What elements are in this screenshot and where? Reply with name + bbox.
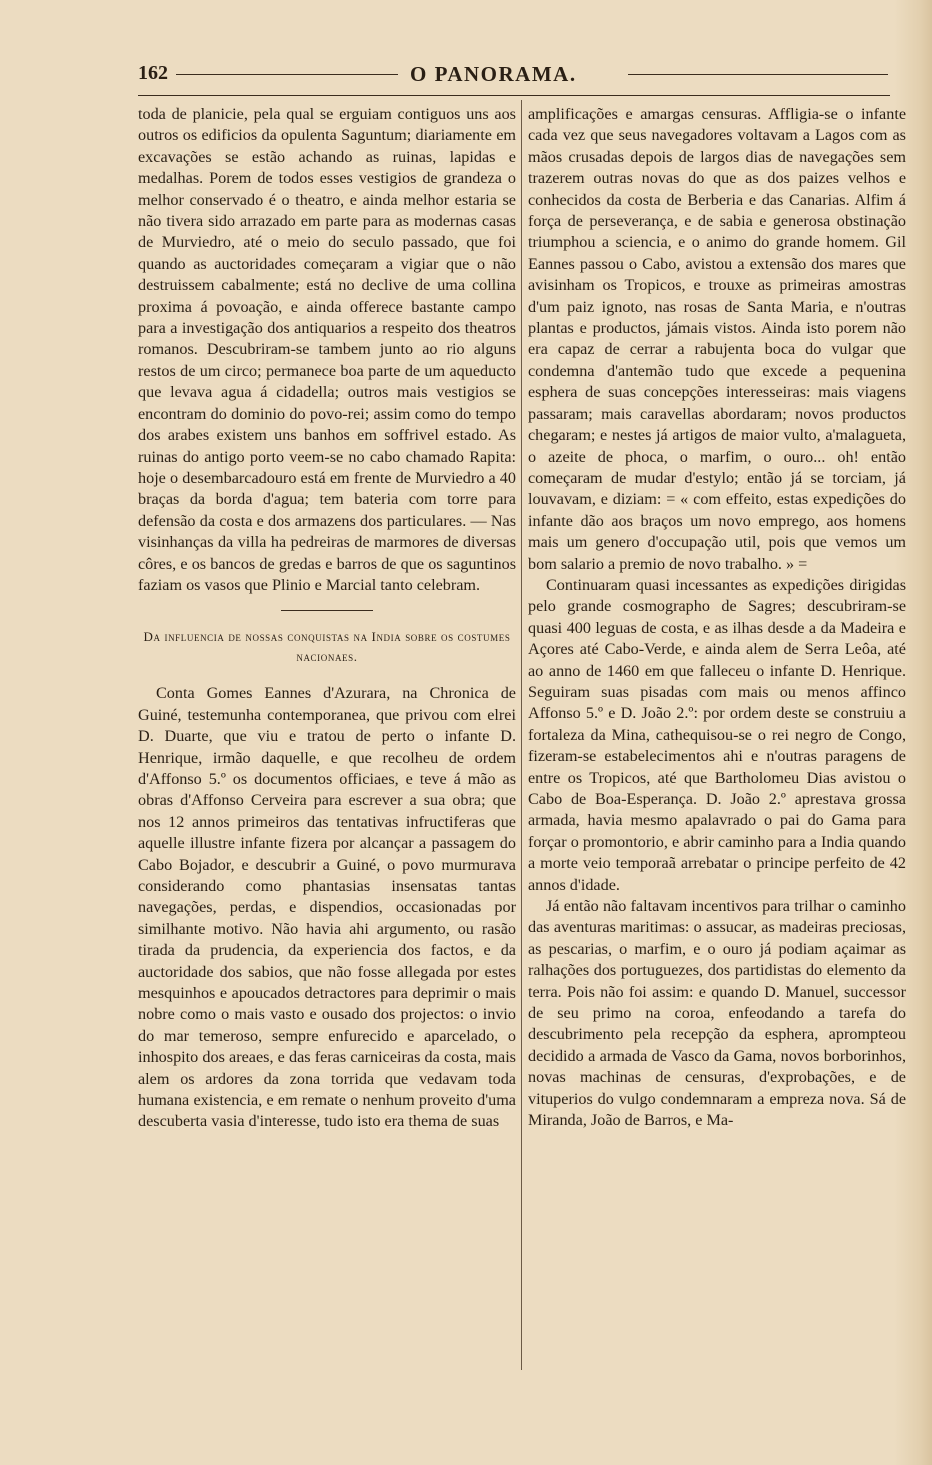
top-rule <box>138 95 890 96</box>
right-paragraph-3: Já então não faltavam incentivos para trilhar o caminho das aventuras maritimas: o assucar, as madeiras preciosas, as pescarias, o marfim, e o ouro já podiam açaimar as ralhações dos portuguezes, dos partidistas do elemento da terra. Pois não foi assim: e quando D. Manuel, successor de seu primo na coroa, enfeodando a tarefa do descubrimento pela recepção da esphera, aprompteou decidido a armada de Vasco da Gama, novos borborinhos, novas machinas de censuras, d'exprobações, e de vituperios do vulgo condemnaram a empreza nova. Sá de Miranda, João de Barros, e Ma- <box>528 897 906 1130</box>
column-divider <box>521 100 522 1370</box>
section-heading: Da influencia de nossas conquistas na India sobre os costumes nacionaes. <box>143 629 511 665</box>
left-paragraph-1: toda de planicie, pela qual se erguiam contiguos uns aos outros os edificios da opulenta Saguntum; diariamente em excavações se estão achando as ruinas, lapidas e medalhas. Porem de todos esses vestigios de grandeza o melhor conservado é o theatro, e ainda melhor estaria se não tivera sido arrazado em parte para as modernas casas de Murviedro, até o meio do seculo passado, que foi quando as auctoridades começaram a vigiar que o não destruissem cabalmente; está no declive de uma collina proxima á povoação, e ainda offerece bastante campo para a investigação dos antiquarios a respeito dos theatros romanos. Descubriram-se tambem junto ao rio alguns restos de um circo; permanece boa parte de um aqueducto que levava agua á cidadella; outros mais vestigios se encontram do dominio do povo-rei; assim como do tempo dos arabes existem uns banhos em soffrivel estado. As ruinas do antigo porto veem-se no cabo chamado Rapita: hoje o desembarcadouro está em frente de Murviedro a 40 braças da borda d'agua; tem bateria com torre para defensão da costa e dos armazens dos particulares. — Nas visinhanças da villa ha pedreiras de marmores de diversas côres, e os bancos de gredas e barros de que os saguntinos faziam os vasos que Plinio e Marcial tanto celebram. <box>138 105 516 594</box>
left-column <box>138 104 516 1133</box>
running-title: O PANORAMA. <box>410 62 577 86</box>
right-paragraph-2: Continuaram quasi incessantes as expedições dirigidas pelo grande cosmographo de Sagres; descubriram-se quasi 400 leguas de costa, e as ilhas desde a da Madeira e Açores até Cabo-Verde, e ainda alem de Serra Leôa, até ao anno de 1460 em que falleceu o infante D. Henrique. Seguiram suas pisadas com mais ou menos affinco Affonso 5.º e D. João 2.º: por ordem deste se construiu a fortaleza da Mina, cathequisou-se o rei negro de Congo, fizeram-se estabelecimentos ahi e n'outras paragens de entre os Tropicos, até que Bartholomeu Dias avistou o Cabo de Boa-Esperança. D. João 2.º aprestava grossa armada, havia mesmo apalavrado o pai do Gama para forçar o promontorio, e abrir caminho para a India quando a morte veio temporaã arrebatar o principe perfeito de 42 annos d'idade. <box>528 575 906 894</box>
left-paragraph-2: Conta Gomes Eannes d'Azurara, na Chronica de Guiné, testemunha contemporanea, que privou com elrei D. Duarte, que viu e tratou de perto o infante D. Henrique, irmão daquelle, e que recolheu de ordem d'Affonso 5.º os documentos officiaes, e teve á mão as obras d'Affonso Cerveira para escrever a sua obra; que nos 12 annos primeiros das tentativas infructiferas que aquelle illustre infante fizera por alcançar a passagem do Cabo Bojador, e descubrir a Guiné, o povo murmurava considerando como phantasias insensatas tantas navegações, perdas, e dispendios, occasionadas por similhante motivo. Não havia ahi argumento, ou rasão tirada da prudencia, da experiencia dos factos, e da auctoridade dos sabios, que não fosse allegada por estes mesquinhos e apoucados detractores para deprimir o mais nobre como o mais vasto e ousado dos projectos: o invio do mar temeroso, sempre enfurecido e aparcelado, o inhospito dos areaes, e das feras carniceiras da costa, mais alem os ardores da zona torrida que vedavam toda humana existencia, e em remate o nenhum proveito d'uma descuberta vasia d'interesse, tudo isto era thema de suas <box>138 684 516 1131</box>
header-rule-right <box>628 74 888 75</box>
page-header <box>138 62 888 88</box>
page-number: 162 <box>138 62 168 84</box>
right-column <box>528 104 906 1132</box>
section-divider <box>281 610 373 611</box>
right-paragraph-1: amplificações e amargas censuras. Affligia-se o infante cada vez que seus navegadores voltavam a Lagos com as mãos crusadas depois de largos dias de navegações sem trazerem outras novas do que as dos paizes velhos e conhecidos da costa de Berberia e das Canarias. Alfim á força de perseverança, e de sabia e generosa obstinação triumphou a sciencia, e o animo do grande homem. Gil Eannes passou o Cabo, avistou a extensão dos mares que avisinham os Tropicos, e trouxe as primeiras amostras d'um paiz ignoto, nas rosas de Santa Maria, e n'outras plantas e productos, jámais vistos. Ainda isto porem não era capaz de cerrar a rabujenta boca do vulgar que condemna d'antemão tudo que excede a pequenina esphera de suas concepções interesseiras: mais viagens passaram; mais caravellas abordaram; novos productos chegaram; e nestes já artigos de maior vulto, a'malagueta, o azeite de phoca, o marfim, o ouro... oh! então começaram de mudar d'estylo; então já se torciam, já louvavam, e diziam: = « com effeito, estas expedições do infante dão aos braços um novo emprego, aos homens mais um genero d'occupação util, pois que vemos um bom salario a premio de novo trabalho. » = <box>528 105 906 573</box>
header-rule-left <box>176 74 398 75</box>
